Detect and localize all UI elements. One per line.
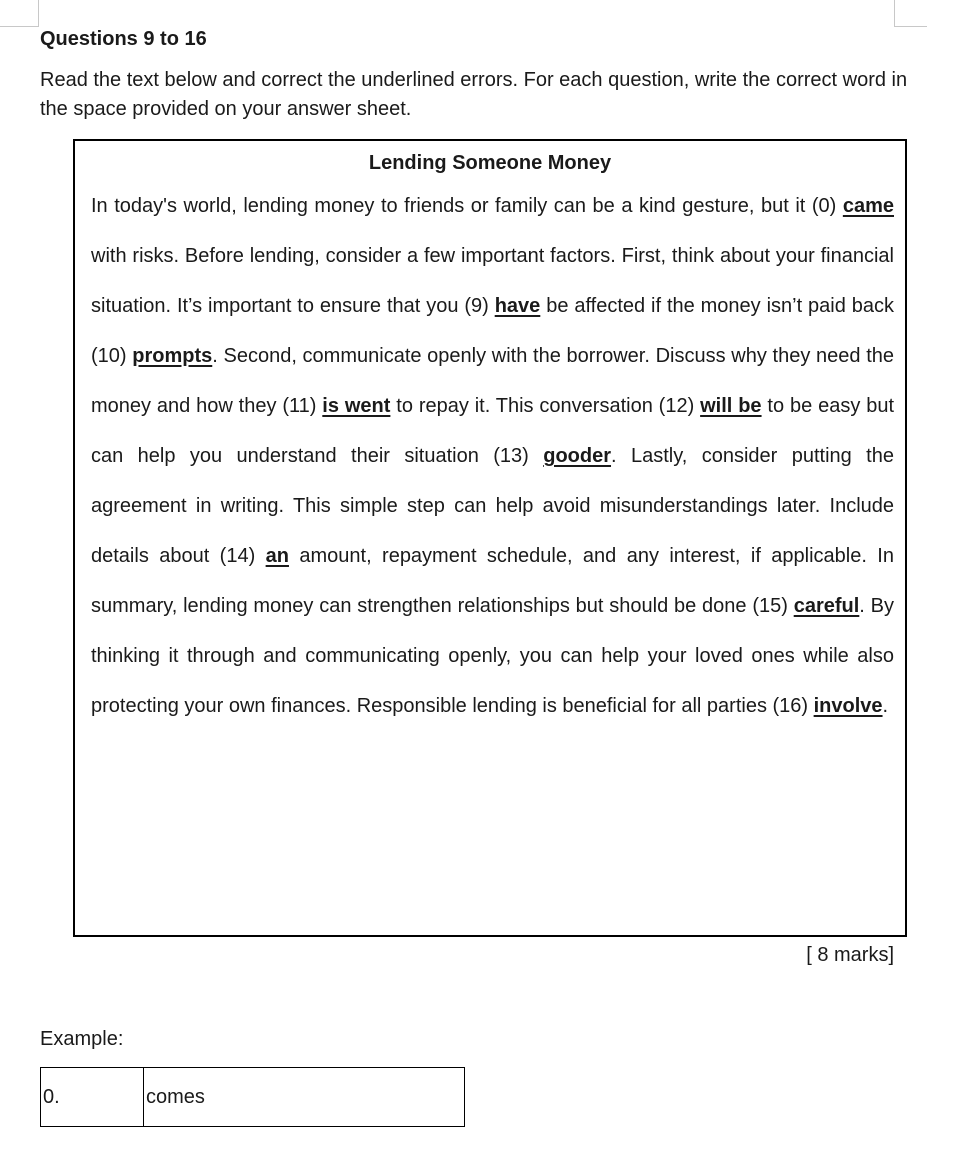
passage-text: with risks. Before lending, consider a few important factors. First, think about your financial situation. It’s important to ensure that you (9) [91, 245, 894, 317]
crop-mark-top-left [0, 0, 39, 27]
passage-body [91, 181, 894, 731]
example-question-number: 0. [41, 1068, 144, 1127]
underlined-error: will be [700, 395, 762, 417]
section-heading: Questions 9 to 16 [40, 28, 207, 50]
underlined-error: an [265, 545, 289, 567]
example-answer: comes [144, 1068, 465, 1127]
passage-title: Lending Someone Money [368, 152, 612, 174]
passage-text: . By thinking it through and communicating openly, you can help your loved ones while also protecting your own finances. Responsible lending is beneficial for all parties (16) [91, 595, 894, 717]
underlined-error: careful [793, 595, 860, 617]
passage-text: . [882, 695, 889, 717]
table-row [41, 1068, 465, 1127]
instructions-text: Read the text below and correct the underlined errors. For each question, write the correct word in the space provided on your answer sheet. [40, 69, 908, 120]
underlined-error: is went [322, 395, 391, 417]
passage-text: . Second, communicate openly with the borrower. Discuss why they need the money and how they (11) [91, 345, 894, 417]
passage-text: amount, repayment schedule, and any interest, if applicable. In summary, lending money can strengthen relationships but should be done (15) [91, 545, 894, 617]
passage-text: In today's world, lending money to friends or family can be a kind gesture, but it (0) [91, 195, 843, 217]
passage-text: to be easy but can help you understand their situation (13) [91, 395, 894, 467]
example-answer-table [40, 1067, 465, 1127]
underlined-error: have [494, 295, 541, 317]
underlined-error: came [842, 195, 894, 217]
marks-label: [ 8 marks] [806, 944, 894, 966]
passage-box [73, 139, 907, 937]
passage-text: be affected if the money isn’t paid back (10) [91, 295, 894, 367]
underlined-error: prompts [132, 345, 213, 367]
crop-mark-top-right [894, 0, 927, 27]
underlined-error: gooder [543, 445, 612, 467]
example-label: Example: [40, 1028, 124, 1050]
underlined-error: involve [813, 695, 883, 717]
passage-text: to repay it. This conversation (12) [390, 395, 701, 417]
passage-text: . Lastly, consider putting the agreement in writing. This simple step can help avoid misunderstandings later. Include details about (14) [91, 445, 894, 567]
